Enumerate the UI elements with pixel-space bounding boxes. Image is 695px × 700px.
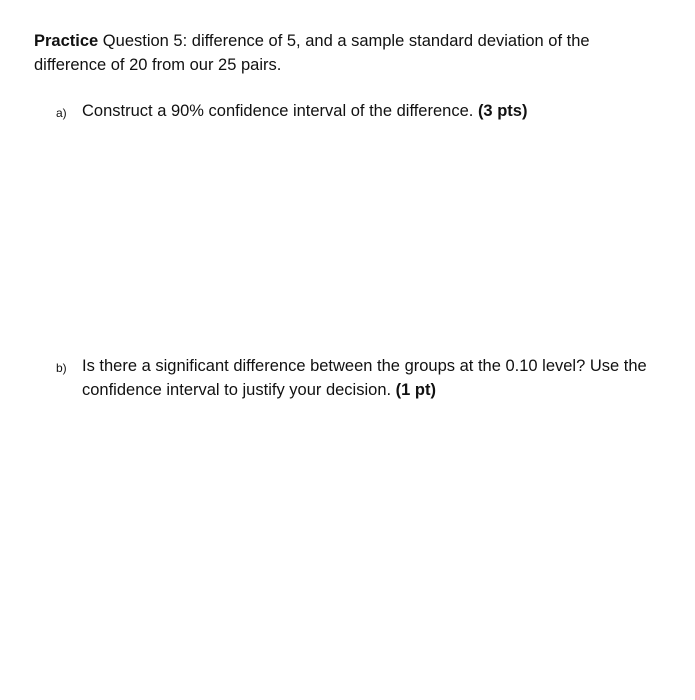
part-a-points: (3 pts) <box>477 102 528 120</box>
part-b <box>56 354 666 402</box>
practice-label: Practice <box>34 32 99 50</box>
question-statement: Question 5: difference of 5, and a sample standard deviation of the difference of 20 from our 25 pairs. <box>34 32 590 74</box>
question-intro <box>34 29 654 77</box>
part-a-text: Construct a 90% confidence interval of the difference. <box>82 102 478 120</box>
part-b-question <box>82 354 666 402</box>
part-b-marker: b) <box>56 361 67 375</box>
part-a-question <box>82 99 666 123</box>
part-a-marker: a) <box>56 106 67 120</box>
part-b-text: Is there a significant difference between the groups at the 0.10 level? Use the confidence interval to justify your decision. <box>82 357 647 399</box>
part-a <box>56 99 666 123</box>
part-b-points: (1 pt) <box>395 381 436 399</box>
